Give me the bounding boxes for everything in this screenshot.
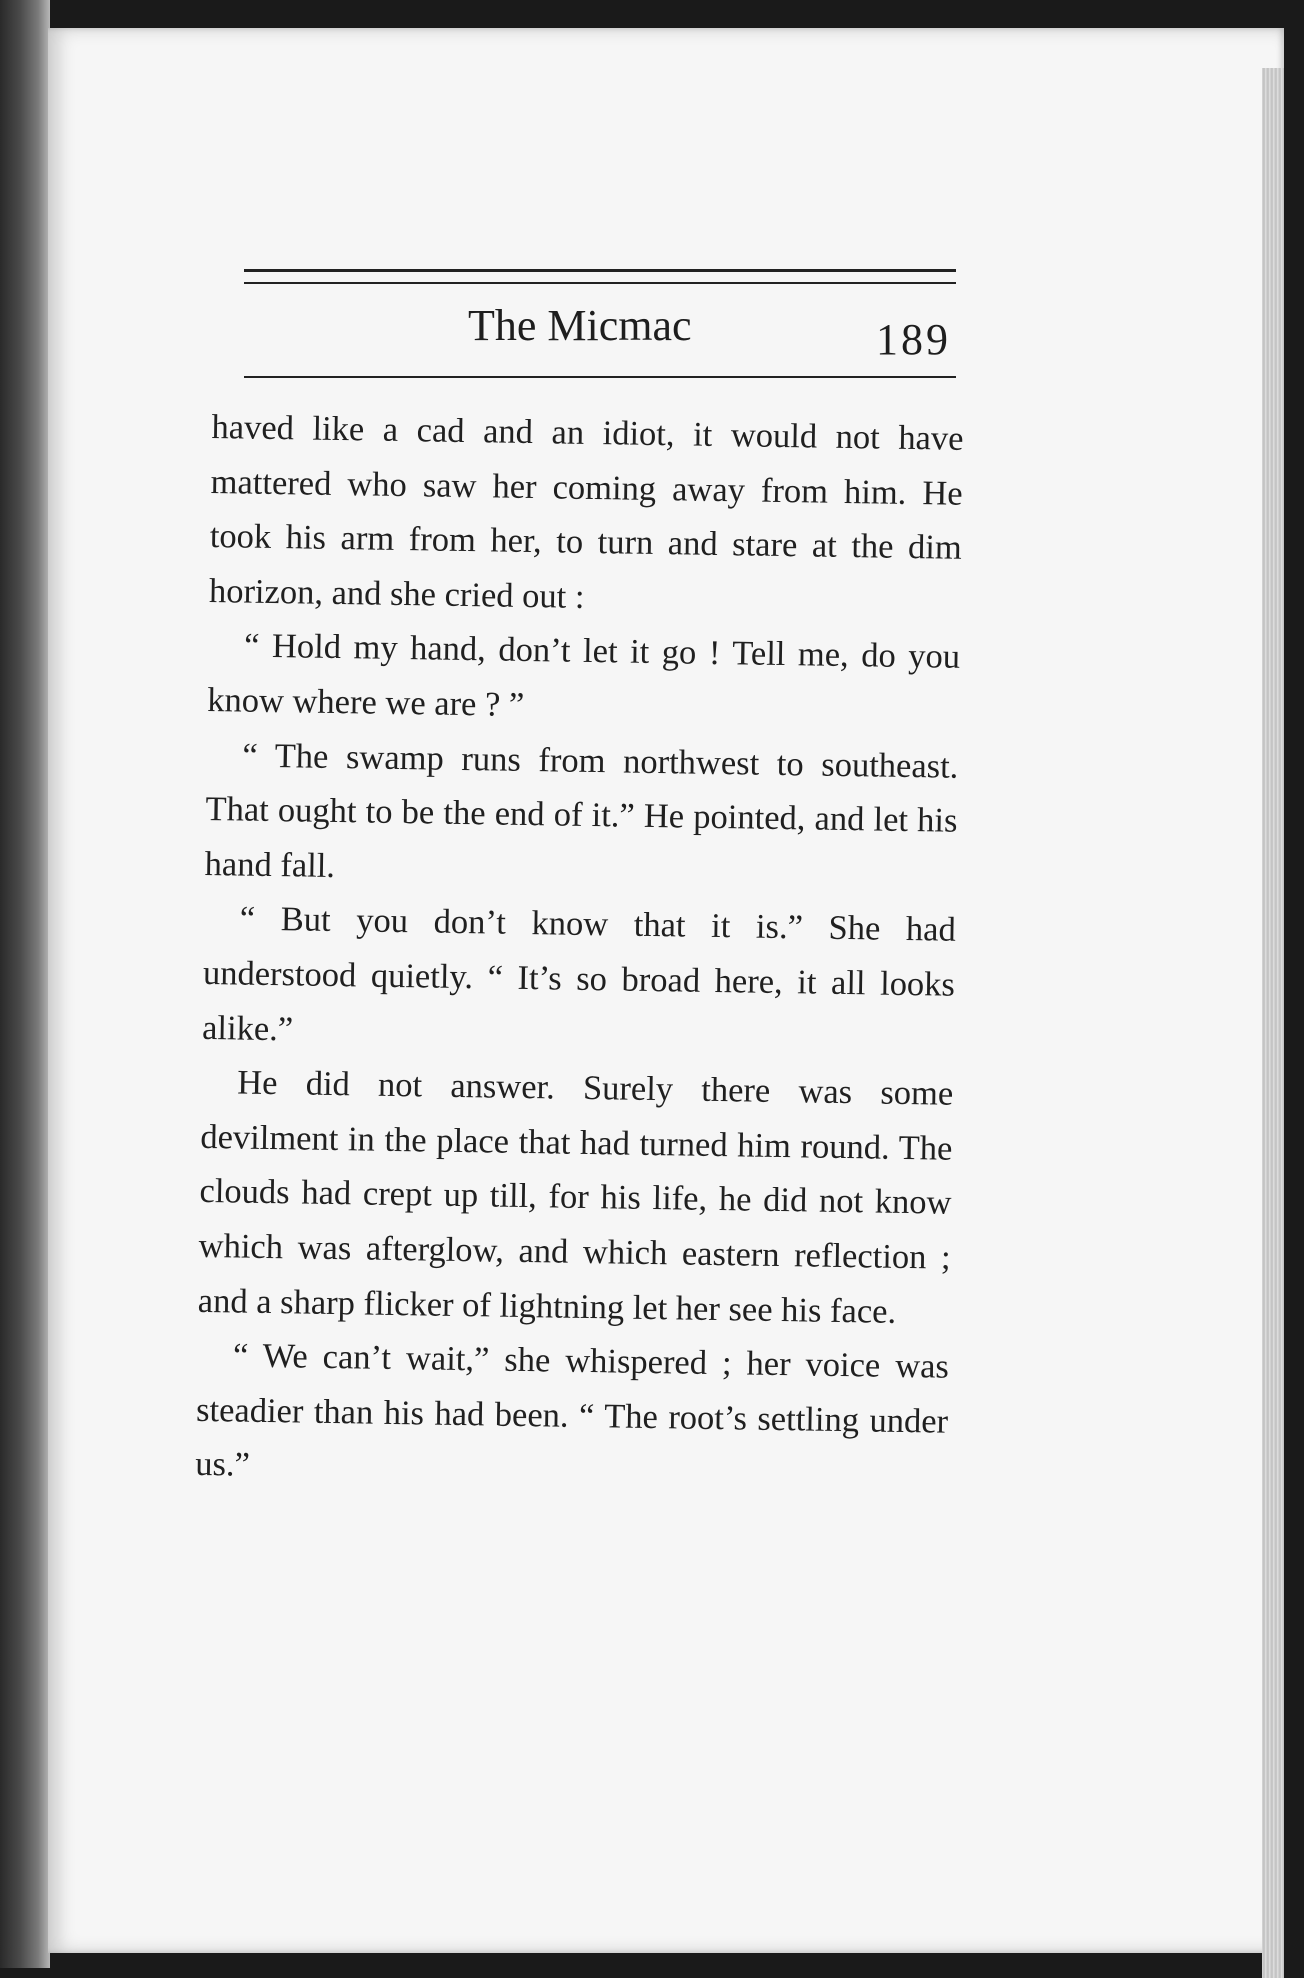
paragraph-continued: haved like a cad and an idiot, it would not have mattered who saw her coming away from him. He took his arm from her, to turn and stare at the dim horizon, and she cried out : xyxy=(208,407,964,616)
running-head-title: The Micmac xyxy=(468,301,692,350)
paragraph: “ The swamp runs from northwest to southeast. That ought to be the end of it.” He pointed, and let his hand fall. xyxy=(204,736,959,885)
paragraph: He did not answer. Surely there was some devilment in the place that had turned him round. The clouds had crept up till, for his life, he did not know which was afterglow, and which eastern reflection ; and a sharp flicker of lightning let her see his face. xyxy=(197,1063,954,1331)
paragraph: “ We can’t wait,” she whispered ; her voice was steadier than his had been. “ The root’s settling under us.” xyxy=(194,1336,950,1485)
body-text xyxy=(195,400,964,1504)
header-rule-top-thin xyxy=(244,282,956,284)
page-number: 189 xyxy=(876,315,951,364)
paragraph: “ Hold my hand, don’t let it go ! Tell me, do you know where we are ? ” xyxy=(206,626,961,724)
paragraph: “ But you don’t know that it is.” She had understood quietly. “ It’s so broad here, it all looks alike.” xyxy=(201,899,957,1048)
header-rule-top xyxy=(244,269,956,272)
header-rule-bottom xyxy=(244,376,956,378)
book-spine-edge xyxy=(0,0,50,1968)
page-stack-edge xyxy=(1262,68,1284,1978)
